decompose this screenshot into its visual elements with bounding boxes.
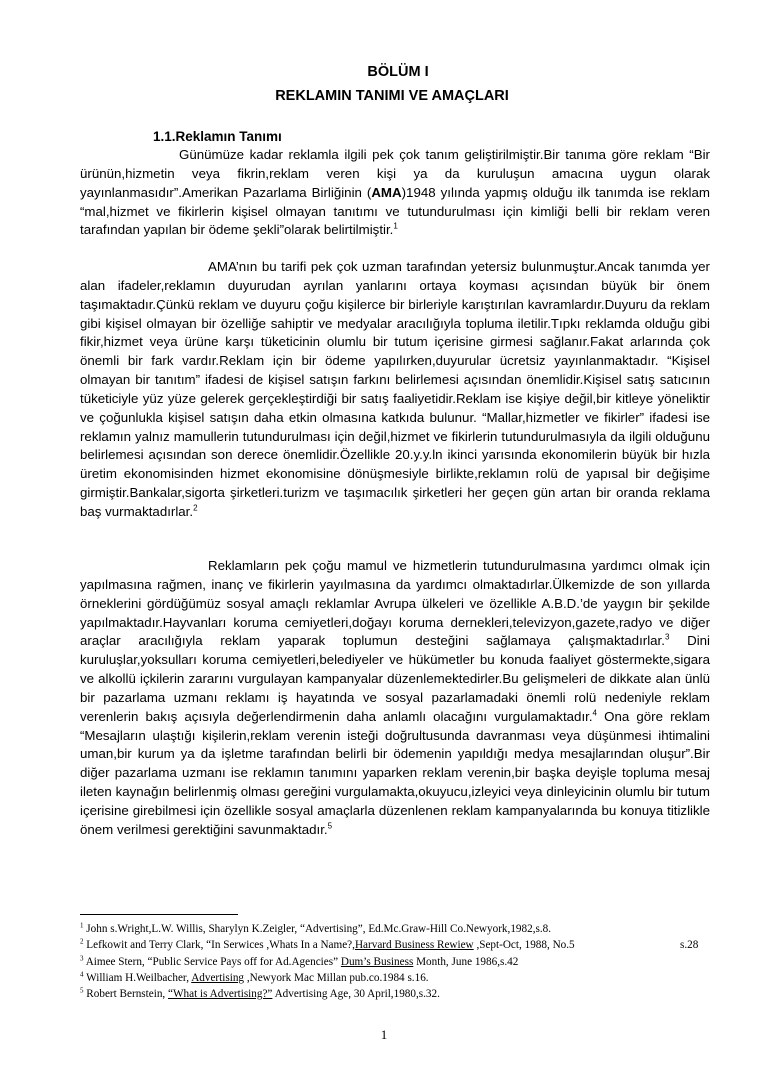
section-title: 1.1.Reklamın Tanımı (153, 129, 282, 144)
footnote-ref-4: 4 (592, 708, 597, 718)
footnote-source-title: “What is Advertising?” (168, 988, 273, 1001)
footnote-number: 1 (80, 921, 84, 930)
footnote-source-title: Harvard Business Rewiew (354, 939, 474, 952)
footnote-text: John s.Wright,L.W. Willis, Sharylyn K.Zeigler, “Advertising”, Ed.Mc.Graw-Hill Co.Newyork,1982,s.8. (86, 923, 552, 935)
paragraph-1 (80, 146, 710, 240)
footnote-ref-1: 1 (393, 221, 398, 231)
footnote-1 (80, 921, 730, 937)
footnote-text-end: Advertising Age, 30 April,1980,s.32. (272, 988, 440, 1001)
footnote-divider (80, 914, 238, 915)
paragraph-3-text-c: Ona göre reklam “Mesajların ulaştığı kişilerin,reklam verenin isteği doğrultusunda davranması veya düşünmesi ihtimalini uman,bir kurum ya da işletme tarafından belirli bir ödemenin yapıldığı medya mesajlarından oluşur”.Bir diğer pazarlama uzmanı ise reklamın tanımını yaparken reklam verenin,bir başka deyişle topluma mesaj ileten kaynağın belirlenmiş olması gereğini vurgulamakta,okuyucu,izleyici veya dinleyicinin olumlu bir tutum içerisine girebilmesi için özellikle sosyal amaçlarla düzenlenen reklam kampanyalarında bu konuya titizlikle önem verilmesi gerektiğini savunmaktadır. (80, 708, 710, 837)
footnote-number: 2 (80, 937, 84, 946)
footnote-text: Robert Bernstein, (86, 988, 169, 1001)
footnote-number: 4 (80, 970, 84, 979)
chapter-heading: BÖLÜM I (367, 64, 429, 80)
ama-bold: AMA (371, 184, 402, 200)
footnote-number: 5 (80, 986, 84, 995)
footnote-text: William H.Weilbacher, (86, 971, 192, 984)
footnote-source-title: Advertising (191, 971, 245, 984)
footnotes (80, 921, 730, 1002)
footnote-text: Lefkowit and Terry Clark, “In Serwices ,Whats In a Name?, (86, 939, 355, 952)
footnote-page: s.28 (680, 939, 699, 952)
paragraph-2 (80, 258, 710, 522)
footnote-ref-5: 5 (327, 821, 333, 831)
paragraph-3-text-a: Reklamların pek çoğu mamul ve hizmetlerin tutundurulmasına yardımcı olmak için yapılmasına rağmen, inanç ve fikirlerin yayılmasına da yardımcı olmaktadırlar.Ülkemizde de son yıllarda örneklerini gördüğümüz sosyal amaçlı reklamlar Avrupa ülkeleri ve özellikle A.B.D.’de yaygın bir şekilde yapılmaktadır.Hayvanları koruma cemiyetleri,doğayı koruma dernekleri,televizyon,gazete,radyo ve diğer araçlar aracılığıyla reklam yaparak toplumun desteğini sağlamaya çalışmaktadırlar. (80, 558, 710, 649)
footnote-text-end: ,Sept-Oct, 1988, No.5 (473, 939, 575, 952)
footnote-source-title: Dum’s Business (340, 955, 414, 968)
footnote-text-end: ,Newyork Mac Millan pub.co.1984 s.16. (244, 971, 429, 984)
paragraph-1-text-a: Günümüze kadar reklamla ilgili pek çok tanım geliştirilmiştir.Bir tanıma göre reklam “Bir ürünün,hizmetin veya fikrin,reklam veren kişi ya da kuruluşun amacına uygun olarak yayınlanmasıdır”.Amerikan Pazarlama Birliğinin ( (80, 147, 710, 200)
footnote-3 (80, 954, 730, 970)
footnote-5 (80, 986, 730, 1002)
footnote-text-end: Month, June 1986,s.42 (413, 955, 519, 968)
chapter-title: REKLAMIN TANIMI VE AMAÇLARI (275, 88, 509, 104)
footnote-number: 3 (80, 953, 84, 962)
paragraph-3-text-b: Dini kuruluşlar,yoksulları koruma cemiyetleri,belediyeler ve hükümetler bu konuda faaliyet göstermekte,sigara ve alkollü içkilerin zararını vurgulayan kampanyalar düzenlemektedirler.Bu gelişmeleri de dikkate alan ünlü bir pazarlama uzmanı reklamı iş hayatında ve sosyal pazarlamadaki önemli rolü nedeniyle reklam verenlerin bakış açısıyla değerlendirmenin daha anlamlı olacağını vurgulamaktadır. (80, 633, 710, 724)
page-number: 1 (380, 1027, 388, 1042)
footnote-4 (80, 970, 730, 986)
footnote-2 (80, 937, 730, 953)
footnote-text: Aimee Stern, “Public Service Pays off for Ad.Agencies” (85, 955, 341, 968)
paragraph-2-text: AMA’nın bu tarifi pek çok uzman tarafından yetersiz bulunmuştur.Ancak tanımda yer alan ifadeler,reklamın duyurudan ayrılan yanlarını ortaya koyması açısından büyük bir önem taşımaktadır.Çünkü reklam ve duyuru çoğu kişilerce bir birleriyle karıştırılan kavramlardır.Duyuru da reklam gibi kişisel olmayan bir özelliğe sahiptir ve medyalar aracılığıyla topluma iletilir.Tıpkı reklamda olduğu gibi fikir,hizmet veya ürüne karşı tüketicinin olumlu bir tutum içerisine girmesi sağlanır.Fakat arlarında çok önemli bir fark vardır.Reklam için bir ödeme yapılırken,duyurular ücretsiz yayınlanmaktadır. “Kişisel olmayan bir tanıtım” ifadesi de kişisel satışın farkını belirlemesi açısından önemlidir.Kişisel satış satıcının tüketiciyle yüz yüze gelerek gerçekleştirdiği bir satış faaliyetidir.Reklam ise kişiye değil,bir kitleye yöneliktir ve çoğunlukla kişisel satışın daha etkin olmasına katkıda bulunur. “Mallar,hizmetler ve fikirler” ifadesi ise reklamın yalnız mamullerin tutundurulması için değil,hizmet ve fikirlerin tutundurulmasıyla da ilgili olduğunu belirlemesi açısından son derece önemlidir.Özellikle 20.y.y.ln ikinci yarısında ekonomilerin büyük bir hızla üretim ekonomisinden hizmet ekonomisine dönüşmesiyle birlikte,reklamın rolü de yapısal bir değişime girmiştir.Bankalar,sigorta şirketleri.turizm ve taşımacılık şirketleri her geçen gün artan bir oranda reklama baş vurmaktadırlar. (80, 259, 710, 519)
paragraph-1-text-c: )1948 yılında yapmış olduğu ilk tanımda ise reklam “mal,hizmet ve fikirlerin kişisel olmayan tanıtımı ve tutundurulması için kimliği belli bir reklam veren tarafından yapılan bir ödeme şekli”olarak belirtilmiştir. (80, 184, 710, 238)
footnote-ref-3: 3 (664, 632, 670, 642)
paragraph-3 (80, 557, 710, 840)
footnote-ref-2: 2 (193, 503, 198, 513)
